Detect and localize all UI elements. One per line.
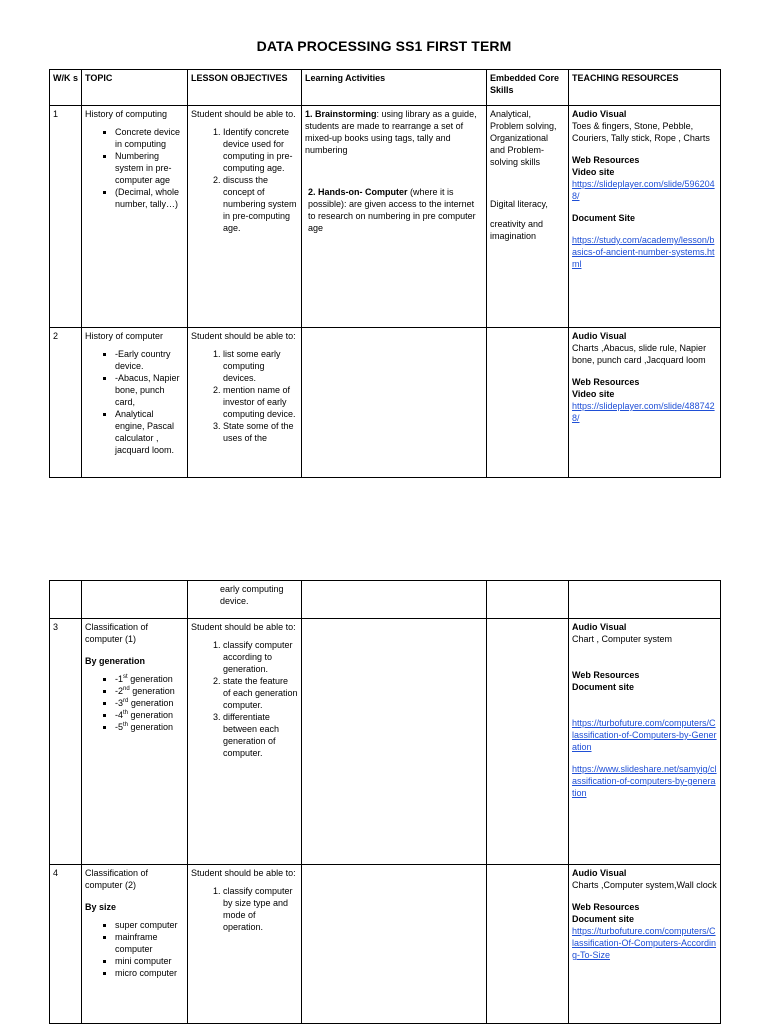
- objectives-list: [191, 885, 298, 933]
- resource-label: Document Site: [572, 213, 636, 223]
- week-number: 3: [50, 619, 82, 865]
- topic-cell: [82, 328, 188, 478]
- header-objectives: LESSON OBJECTIVES: [188, 70, 302, 106]
- table-row: [50, 328, 721, 478]
- resource-label: Web Resources: [572, 155, 640, 165]
- table-row: [50, 619, 721, 865]
- objectives-cell: [188, 865, 302, 1024]
- objectives-intro: Student should be able to:: [191, 868, 296, 878]
- objectives-list: [191, 639, 298, 759]
- skills-text: Digital literacy,: [490, 199, 548, 209]
- table-row: [50, 106, 721, 328]
- resource-label: Document site: [572, 682, 635, 692]
- resource-link[interactable]: https://turbofuture.com/computers/Classification-Of-Computers-According-To-Size: [572, 926, 717, 960]
- header-activities: Learning Activities: [302, 70, 487, 106]
- topic-list: [85, 919, 184, 979]
- resource-label: Audio Visual: [572, 622, 627, 632]
- topic-cell: [82, 106, 188, 328]
- topic-title: History of computing: [85, 109, 168, 119]
- topic-title: History of computer: [85, 331, 164, 341]
- list-item: 3. State some of the uses of the: [223, 420, 298, 444]
- list-item: 1. Identify concrete device used for computing in pre-computing age.: [223, 126, 298, 174]
- topic-cell: [82, 865, 188, 1024]
- resource-link[interactable]: https://study.com/academy/lesson/basics-of-ancient-number-systems.html: [572, 235, 715, 269]
- activity-text: : using library as a guide, students are made to rearrange a set of mixed-up books using tags, tally and numbering: [305, 109, 477, 155]
- topic-subheading: By generation: [85, 656, 146, 666]
- resources-cell: [569, 619, 721, 865]
- list-item: ▪ mainframe computer: [115, 931, 184, 955]
- activity-label: 1. Brainstorming: [305, 109, 377, 119]
- resource-label: Audio Visual: [572, 331, 627, 341]
- objectives-continued: early computing device.: [220, 584, 284, 606]
- skills-text: Analytical, Problem solving, Organizational and Problem-solving skills: [490, 109, 557, 167]
- resource-link[interactable]: https://www.slideshare.net/samyig/classification-of-computers-by-generation: [572, 764, 717, 798]
- list-item: ▪ Analytical engine, Pascal calculator , jacquard loom.: [115, 408, 184, 456]
- scheme-table-part-1: [49, 69, 721, 478]
- activity-label: 2. Hands-on- Computer: [308, 187, 408, 197]
- activities-cell: [302, 865, 487, 1024]
- topic-list: [85, 673, 184, 733]
- table-header-row: [50, 70, 721, 106]
- list-item: 2. state the feature of each generation computer.: [223, 675, 298, 711]
- list-item: ▪ -2nd generation: [115, 685, 184, 697]
- list-item: 1. classify computer by size type and mode of operation.: [223, 885, 298, 933]
- activities-cell: [302, 328, 487, 478]
- document-title: DATA PROCESSING SS1 FIRST TERM: [256, 38, 512, 54]
- scheme-table-part-2: [49, 580, 721, 1024]
- week-number: 2: [50, 328, 82, 478]
- activity-text: (where it is possible): are given access to the internet to research on numbering in pre computer age: [308, 187, 476, 233]
- resource-link[interactable]: https://slideplayer.com/slide/4887428/: [572, 401, 715, 423]
- objectives-intro: Student should be able to:: [191, 331, 296, 341]
- week-number: 4: [50, 865, 82, 1024]
- objectives-intro: Student should be able to:: [191, 622, 296, 632]
- list-item: ▪ super computer: [115, 919, 184, 931]
- resource-label: Audio Visual: [572, 868, 627, 878]
- resource-label: Web Resources: [572, 377, 640, 387]
- activities-cell: [302, 106, 487, 328]
- table-row: [50, 581, 721, 619]
- list-item: 1. classify computer according to generation.: [223, 639, 298, 675]
- activities-cell: [302, 619, 487, 865]
- resource-text: Charts ,Abacus, slide rule, Napier bone, punch card ,Jacquard loom: [572, 343, 707, 365]
- resource-label: Audio Visual: [572, 109, 627, 119]
- resource-label: Video site: [572, 167, 615, 177]
- objectives-cell: [188, 328, 302, 478]
- resources-cell: [569, 106, 721, 328]
- list-item: ▪ -Early country device.: [115, 348, 184, 372]
- resource-text: Chart , Computer system: [572, 634, 673, 644]
- list-item: ▪ Concrete device in computing: [115, 126, 184, 150]
- objectives-intro: Student should be able to.: [191, 109, 296, 119]
- list-item: ▪ -3rd generation: [115, 697, 184, 709]
- header-topic: TOPIC: [82, 70, 188, 106]
- list-item: 1. list some early computing devices.: [223, 348, 298, 384]
- list-item: 3. differentiate between each generation of computer.: [223, 711, 298, 759]
- objectives-cell: [188, 106, 302, 328]
- resource-label: Web Resources: [572, 670, 640, 680]
- skills-text: creativity and imagination: [490, 219, 544, 241]
- resource-label: Video site: [572, 389, 615, 399]
- week-number: 1: [50, 106, 82, 328]
- topic-list: [85, 126, 184, 210]
- table-row: [50, 865, 721, 1024]
- objectives-cell: [188, 619, 302, 865]
- list-item: 2. mention name of investor of early computing device.: [223, 384, 298, 420]
- list-item: ▪ -1st generation: [115, 673, 184, 685]
- list-item: 2. discuss the concept of numbering system in pre-computing age.: [223, 174, 298, 234]
- header-week: W/K s: [50, 70, 82, 106]
- resource-label: Web Resources: [572, 902, 640, 912]
- objectives-list: [191, 348, 298, 444]
- skills-cell: [487, 865, 569, 1024]
- list-item: ▪ -4th generation: [115, 709, 184, 721]
- topic-subheading: By size: [85, 902, 117, 912]
- resources-cell: [569, 865, 721, 1024]
- list-item: ▪ mini computer: [115, 955, 184, 967]
- resource-text: Charts ,Computer system,Wall clock: [572, 880, 717, 890]
- topic-title: Classification of computer (1): [85, 622, 149, 644]
- resource-link[interactable]: https://turbofuture.com/computers/Classification-of-Computers-by-Generation: [572, 718, 717, 752]
- list-item: ▪ Numbering system in pre-computer age: [115, 150, 184, 186]
- topic-list: [85, 348, 184, 456]
- skills-cell: [487, 106, 569, 328]
- objectives-list: [191, 126, 298, 234]
- topic-title: Classification of computer (2): [85, 868, 149, 890]
- resource-label: Document site: [572, 914, 635, 924]
- list-item: ▪ (Decimal, whole number, tally…): [115, 186, 184, 210]
- skills-cell: [487, 619, 569, 865]
- skills-cell: [487, 328, 569, 478]
- list-item: ▪ -Abacus, Napier bone, punch card,: [115, 372, 184, 408]
- header-skills: Embedded Core Skills: [487, 70, 569, 106]
- objectives-cell: [188, 581, 302, 619]
- list-item: ▪ micro computer: [115, 967, 184, 979]
- list-item: ▪ -5th generation: [115, 721, 184, 733]
- resources-cell: [569, 328, 721, 478]
- resource-link[interactable]: https://slideplayer.com/slide/5962048/: [572, 179, 715, 201]
- header-resources: TEACHING RESOURCES: [569, 70, 721, 106]
- resource-text: Toes & fingers, Stone, Pebble, Couriers, Tally stick, Rope , Charts: [572, 121, 710, 143]
- topic-cell: [82, 619, 188, 865]
